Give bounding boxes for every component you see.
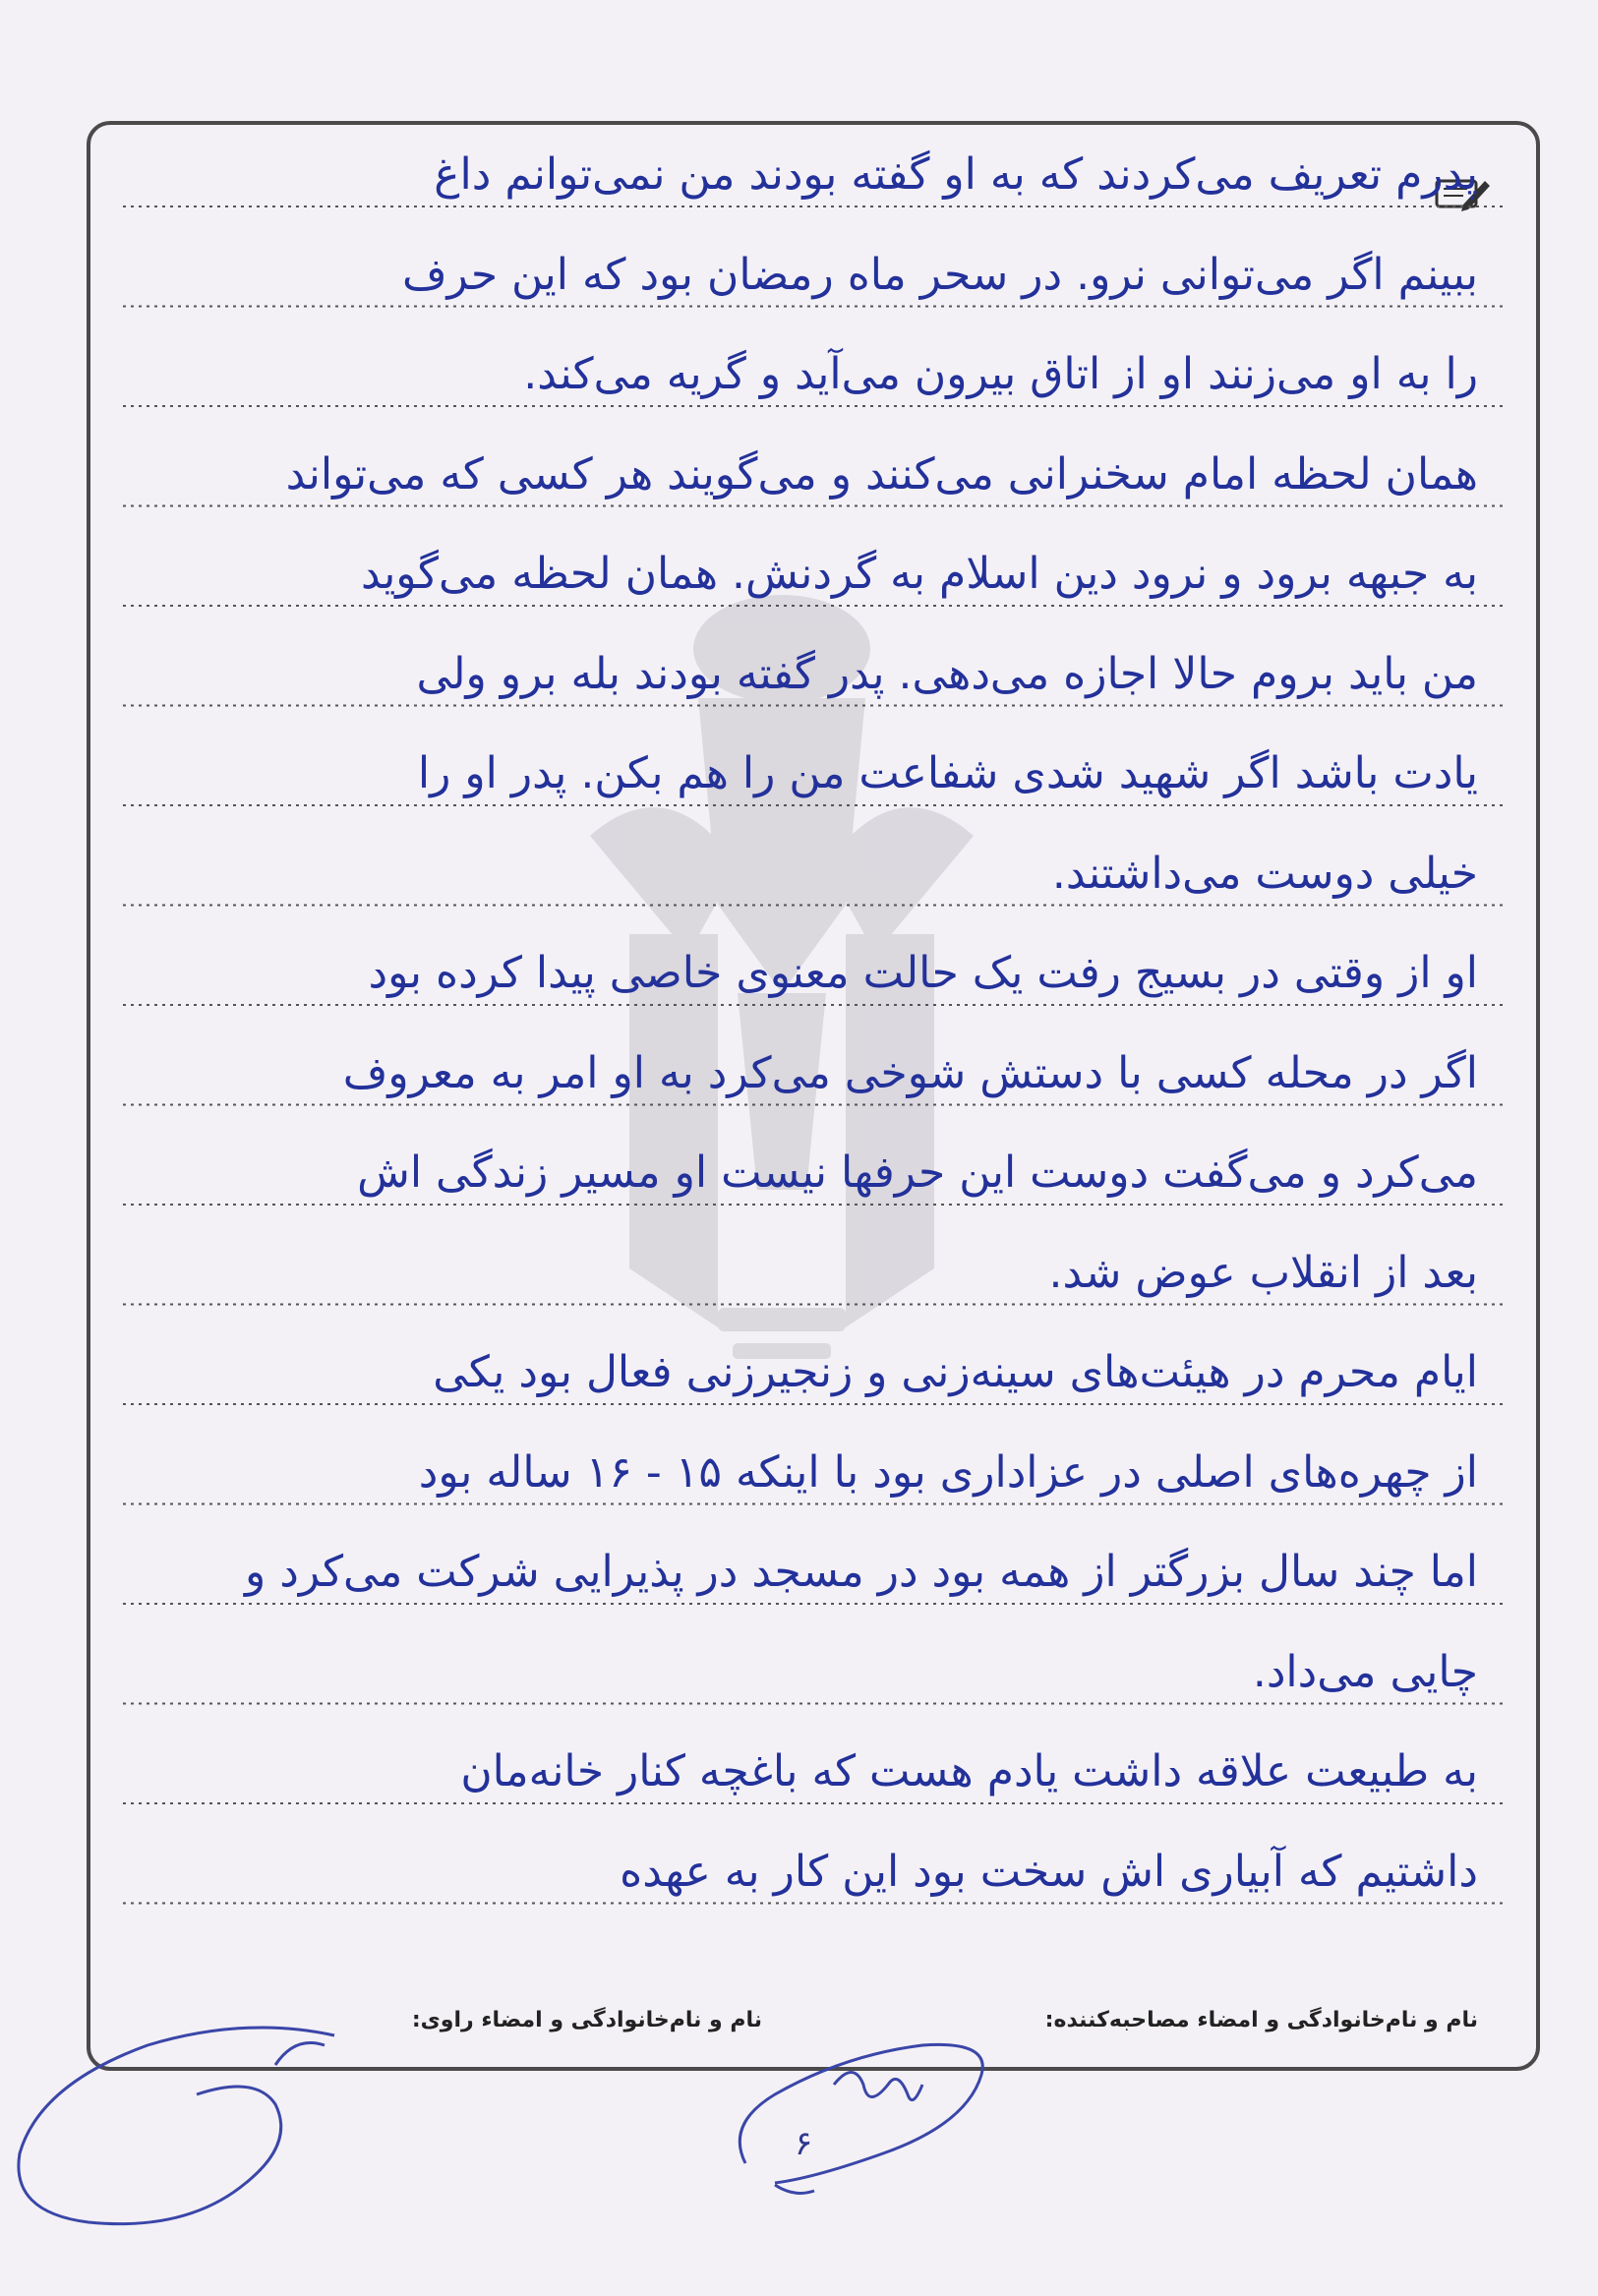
transcript-line: ایام محرم در هیئت‌های سینه‌زنی و زنجیرزنی فعال بود یکی [433, 1347, 1478, 1397]
transcript-line: او از وقتی در بسیج رفت یک حالت معنوی خاصی پیدا کرده بود [368, 948, 1478, 998]
interviewer-signature [716, 2016, 1011, 2203]
transcript-line: ببینم اگر می‌توانی نرو. در سحر ماه رمضان بود که این حرف [401, 249, 1478, 300]
transcript-line: خیلی دوست می‌داشتند. [1051, 848, 1478, 899]
transcript-line: من باید بروم حالا اجازه می‌دهی. پدر گفته بودند بله برو ولی [416, 648, 1478, 699]
page-number: ۶ [795, 2124, 813, 2163]
transcript-line: یادت باشد اگر شهید شدی شفاعت من را هم بکن. پدر او را [417, 748, 1478, 798]
transcript-line: اگر در محله کسی با دستش شوخی می‌کرد به او امر به معروف [342, 1047, 1478, 1098]
narrator-signature-label: نام و نام‌خانوادگی و امضاء راوی: [411, 2008, 762, 2032]
narrator-signature [0, 2006, 354, 2242]
transcript-line: داشتیم که آبیاری اش سخت بود این کار به عهده [620, 1846, 1478, 1897]
transcript-line: به طبیعت علاقه داشت یادم هست که باغچه کنار خانه‌مان [460, 1746, 1478, 1796]
transcript-line: همان لحظه امام سخنرانی می‌کنند و می‌گویند هر کسی که می‌تواند [285, 448, 1478, 500]
transcript-line: به جبهه برود و نرود دین اسلام به گردنش. همان لحظه می‌گوید [360, 549, 1478, 599]
interviewer-signature-label: نام و نام‌خانوادگی و امضاء مصاحبه‌کننده: [1044, 2008, 1478, 2032]
transcript-line: بعد از انقلاب عوض شد. [1048, 1247, 1478, 1298]
transcript-line: از چهره‌های اصلی در عزاداری بود با اینکه ۱۵ - ۱۶ ساله بود [418, 1446, 1478, 1498]
transcript-line: می‌کرد و می‌گفت دوست این حرفها نیست او مسیر زندگی اش [357, 1148, 1478, 1198]
transcript-line: چایی می‌داد. [1252, 1646, 1478, 1697]
transcript-line: را به او می‌زنند او از اتاق بیرون می‌آید و گریه می‌کند. [523, 349, 1478, 399]
transcript-line: پدرم تعریف می‌کردند که به او گفته بودند من نمی‌توانم داغ [434, 149, 1478, 200]
transcript-line: اما چند سال بزرگتر از همه بود در مسجد در پذیرایی شرکت می‌کرد و [245, 1547, 1478, 1597]
